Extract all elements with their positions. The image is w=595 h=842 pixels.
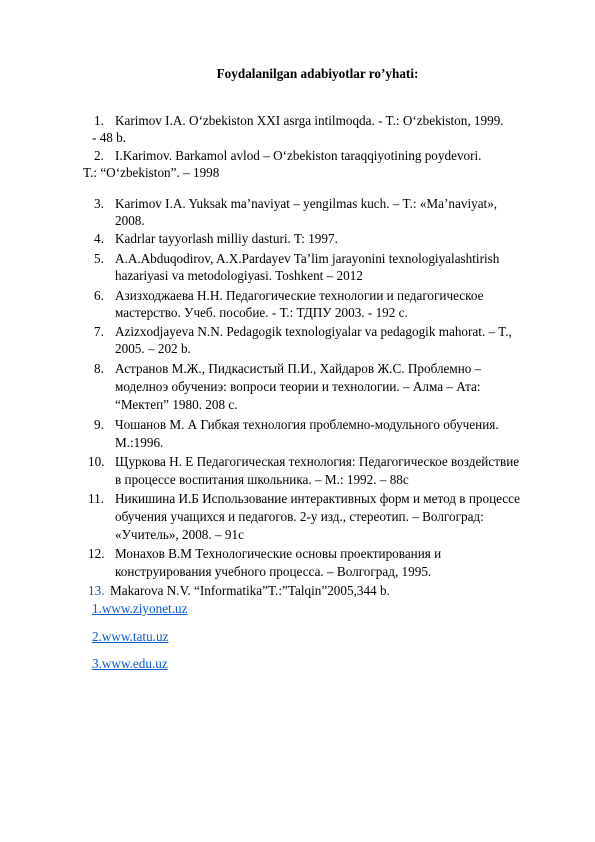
ref-number: 10. [88, 454, 105, 469]
link-tatu[interactable]: 2.www.tatu.uz [92, 629, 169, 644]
ref-line: 2008. [115, 213, 145, 228]
ref-line: I.Karimov. Barkamol avlod – O‘zbekiston taraqqiyotining poydevori. [115, 148, 482, 163]
ref-line: мастерство. Учеб. пособие. - Т.: ТДПУ 2003. - 192 с. [115, 305, 408, 320]
page-title: Foydalanilgan adabiyotlar ro’yhati: [216, 66, 419, 81]
ref-line: в процессе воспитания школьника. – М.: 1992. – 88с [115, 472, 409, 487]
ref-number: 7. [94, 324, 104, 339]
ref-number: 1. [94, 113, 104, 128]
ref-number: 3. [94, 196, 104, 211]
ref-line: Karimov I.A. O‘zbekiston XXI asrga intilmoqda. - T.: O‘zbekiston, 1999. [115, 113, 504, 128]
ref-line: hazariyasi va metodologiyasi. Toshkent – 2012 [115, 268, 363, 283]
ref-number: 8. [94, 361, 104, 376]
ref-line: «Учитель», 2008. – 91с [115, 527, 244, 542]
ref-line: T.: “O‘zbekiston”. – 1998 [83, 165, 220, 180]
ref-line: Azizxodjayeva N.N. Pedagogik texnologiyalar va pedagogik mahorat. – T., [115, 324, 512, 339]
ref-line: Kadrlar tayyorlash milliy dasturi. T: 1997. [115, 231, 338, 246]
ref-line: обучения учащихся и педагогов. 2-у изд., стереотип. – Волгоград: [115, 509, 484, 524]
ref-line: “Мектеп” 1980. 208 с. [115, 397, 238, 412]
ref-number: 9. [94, 417, 104, 432]
link-ziyonet[interactable]: 1.www.ziyonet.uz [92, 601, 188, 616]
ref-line: A.A.Abduqodirov, A.X.Pardayev Ta’lim jarayonini texnologiyalashtirish [115, 251, 500, 266]
ref-line: моделноэ обучениэ: вопроси теории и технологии. – Алма – Ата: [115, 379, 481, 394]
ref-number: 11. [88, 491, 104, 506]
ref-line: Karimov I.A. Yuksak ma’naviyat – yengilmas kuch. – T.: «Ma’naviyat», [115, 196, 498, 211]
ref-line: Монахов В.М Технологические основы проектирования и [115, 546, 442, 561]
ref-number: 5. [94, 251, 104, 266]
ref-line: 2005. – 202 b. [115, 341, 191, 356]
ref-line: Азизходжаева Н.Н. Педагогические технологии и педагогическое [115, 288, 484, 303]
ref-line: Чошанов М. А Гибкая технология проблемно-модульного обучения. [115, 417, 499, 432]
ref-number: 13. [88, 583, 105, 598]
ref-number: 12. [88, 546, 105, 561]
ref-number: 2. [94, 148, 104, 163]
ref-line: Щуркова Н. Е Педагогическая технология: Педагогическое воздействие [115, 454, 520, 469]
ref-line: Makarova N.V. “Informatika”T.:”Talqin”2005,344 b. [110, 583, 390, 598]
ref-number: 4. [94, 231, 104, 246]
ref-line: Астранов М.Ж., Пидкасистый П.И., Хайдаров Ж.С. Проблемно – [115, 361, 482, 376]
ref-number: 6. [94, 288, 104, 303]
ref-line: М.:1996. [115, 435, 164, 450]
ref-line: - 48 b. [92, 130, 127, 145]
ref-line: конструирования учебного процесса. – Волгоград, 1995. [115, 564, 432, 579]
link-edu[interactable]: 3.www.edu.uz [92, 656, 168, 671]
ref-line: Никишина И.Б Использование интерактивных форм и метод в процессе [115, 491, 521, 506]
